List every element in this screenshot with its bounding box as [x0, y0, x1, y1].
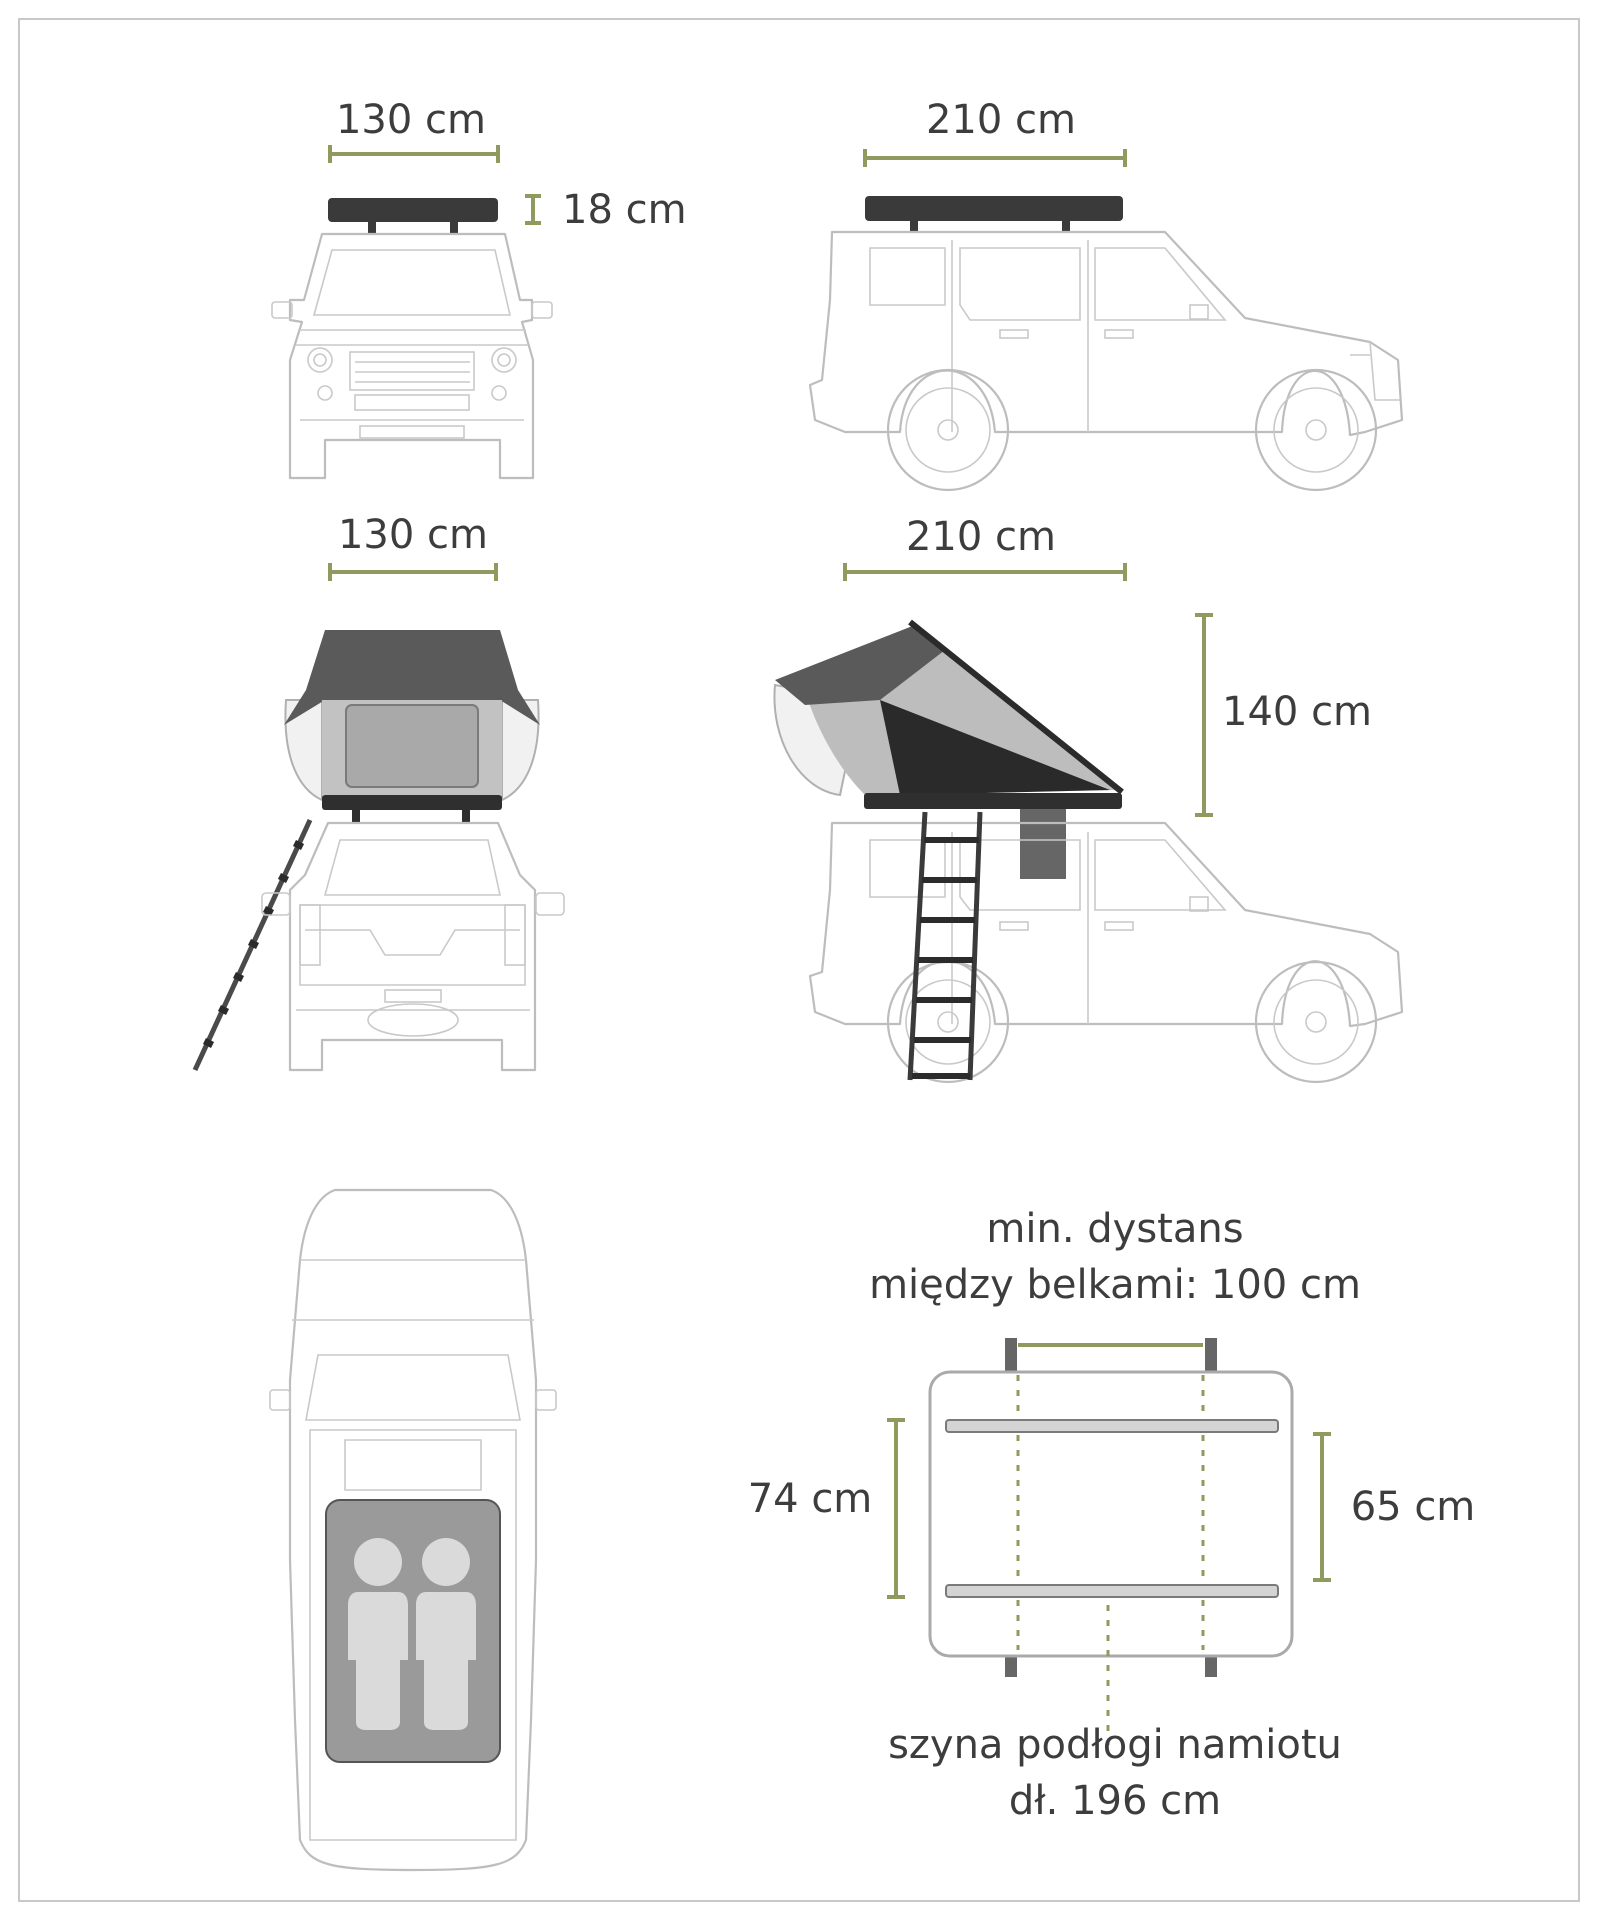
top-view — [270, 1190, 556, 1870]
closed-front-height-label: 18 cm — [562, 187, 687, 233]
left-spacing-label: 74 cm — [747, 1476, 873, 1522]
person-2-icon — [416, 1538, 476, 1730]
open-rear-width-label: 130 cm — [337, 512, 489, 558]
min-distance-title-line1: min. dystans — [986, 1206, 1244, 1252]
left-spacing-dimension — [887, 1420, 905, 1597]
tent-floor-outline — [930, 1372, 1292, 1656]
car-side-outline-open — [810, 823, 1402, 1082]
closed-tent-box-front — [328, 198, 498, 222]
closed-side-length-label: 210 cm — [925, 97, 1077, 143]
open-side-length-dimension — [845, 563, 1125, 581]
car-rear-outline — [262, 823, 564, 1070]
open-side-length-label: 210 cm — [905, 514, 1057, 560]
shoe-bag — [1020, 809, 1066, 879]
open-side-height-dimension — [1195, 615, 1213, 815]
car-side-outline-closed — [810, 232, 1402, 490]
tent-floor-rail-bottom — [946, 1585, 1278, 1597]
closed-front-width-label: 130 cm — [335, 97, 487, 143]
closed-front-width-dimension — [330, 145, 498, 163]
car-front-outline — [272, 234, 552, 478]
closed-side-length-dimension — [865, 149, 1125, 167]
mounting-scheme — [748, 1206, 1476, 1824]
rail-length-label-line2: dł. 196 cm — [1008, 1778, 1222, 1824]
closed-front-height-dimension — [525, 196, 541, 223]
open-side-height-label: 140 cm — [1222, 689, 1373, 735]
closed-side-view — [810, 97, 1402, 490]
closed-front-view — [272, 97, 687, 478]
rail-length-label-line1: szyna podłogi namiotu — [888, 1722, 1342, 1768]
min-distance-title-line2: między belkami: 100 cm — [869, 1262, 1361, 1308]
open-side-view — [774, 514, 1402, 1082]
right-spacing-dimension — [1313, 1434, 1331, 1580]
open-rear-width-dimension — [330, 563, 496, 581]
right-spacing-label: 65 cm — [1350, 1484, 1476, 1530]
closed-tent-box-side — [865, 196, 1123, 221]
person-1-icon — [348, 1538, 408, 1730]
open-rear-view — [195, 512, 564, 1070]
tent-floor-rail-top — [946, 1420, 1278, 1432]
